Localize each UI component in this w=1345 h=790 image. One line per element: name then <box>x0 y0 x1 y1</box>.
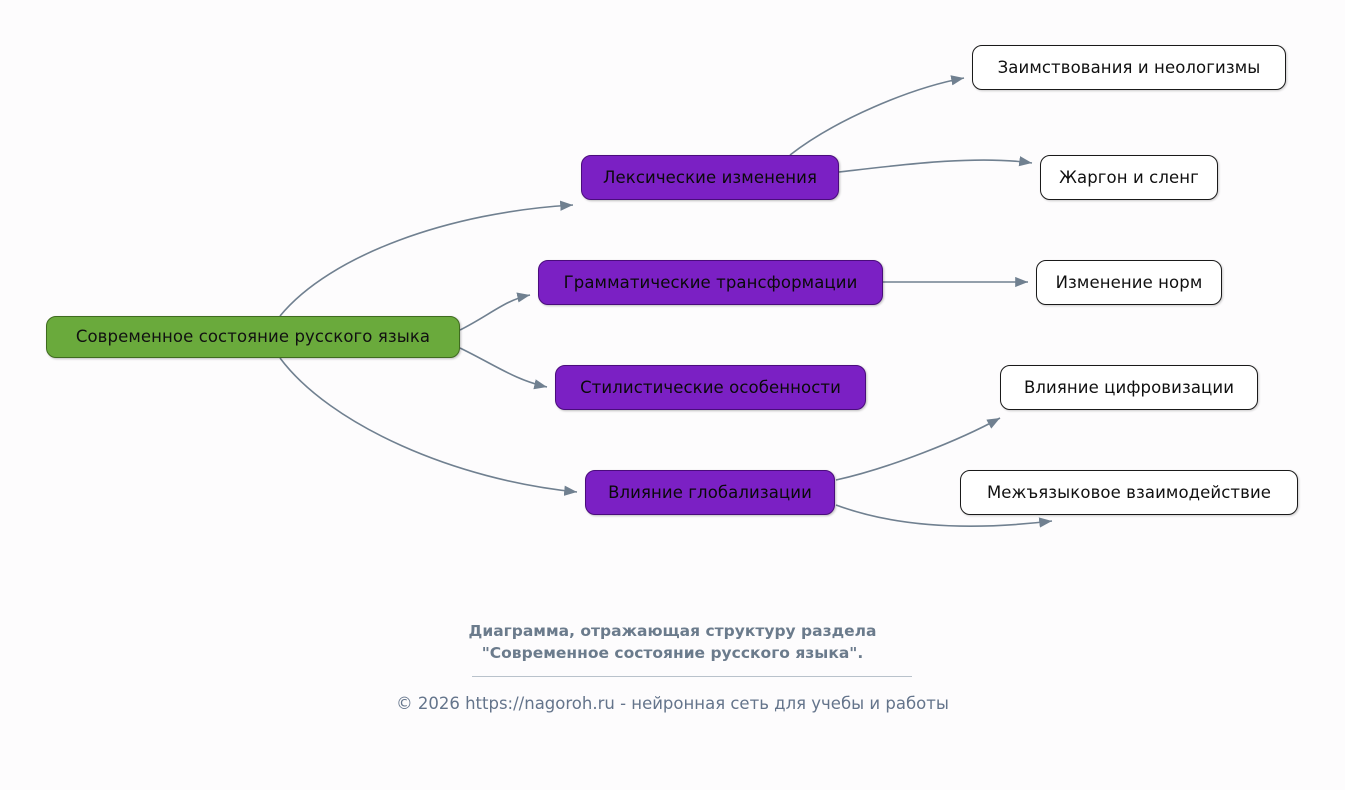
node-stylistic-features[interactable] <box>555 365 866 410</box>
caption-divider <box>472 676 912 677</box>
edge-root-to-stylistic <box>460 348 547 387</box>
node-root[interactable] <box>46 316 460 358</box>
diagram-caption <box>0 620 1345 665</box>
node-borrowings-neologisms-label: Заимствования и неологизмы <box>997 57 1261 77</box>
node-jargon-slang[interactable] <box>1040 155 1218 200</box>
node-lexical-changes[interactable] <box>581 155 839 200</box>
node-norm-change[interactable] <box>1036 260 1222 305</box>
edge-lexical-to-jargon <box>839 160 1032 172</box>
node-grammatical-transformations-label: Грамматические трансформации <box>563 272 858 292</box>
node-interlingual-interaction-label: Межъязыковое взаимодействие <box>986 482 1272 502</box>
node-root-label: Современное состояние русского языка <box>75 327 431 347</box>
node-digitalization-influence-label: Влияние цифровизации <box>1023 377 1235 397</box>
node-globalization-influence[interactable] <box>585 470 835 515</box>
edge-root-to-grammar <box>460 295 530 330</box>
node-digitalization-influence[interactable] <box>1000 365 1258 410</box>
caption-line-2: "Современное состояние русского языка". <box>481 644 864 663</box>
node-interlingual-interaction[interactable] <box>960 470 1298 515</box>
edge-root-to-lexical <box>280 205 573 316</box>
edge-root-to-globalization <box>280 358 577 492</box>
node-lexical-changes-label: Лексические изменения <box>603 167 817 187</box>
node-norm-change-label: Изменение норм <box>1055 272 1203 292</box>
node-borrowings-neologisms[interactable] <box>972 45 1286 90</box>
node-grammatical-transformations[interactable] <box>538 260 883 305</box>
edge-lexical-to-borrowings <box>790 78 964 155</box>
node-stylistic-features-label: Стилистические особенности <box>580 377 841 397</box>
node-globalization-influence-label: Влияние глобализации <box>608 482 812 502</box>
footer-credit: © 2026 https://nagoroh.ru - нейронная сеть для учебы и работы <box>396 694 949 713</box>
caption-line-1: Диаграмма, отражающая структуру раздела <box>468 622 877 640</box>
node-jargon-slang-label: Жаргон и сленг <box>1059 167 1199 187</box>
